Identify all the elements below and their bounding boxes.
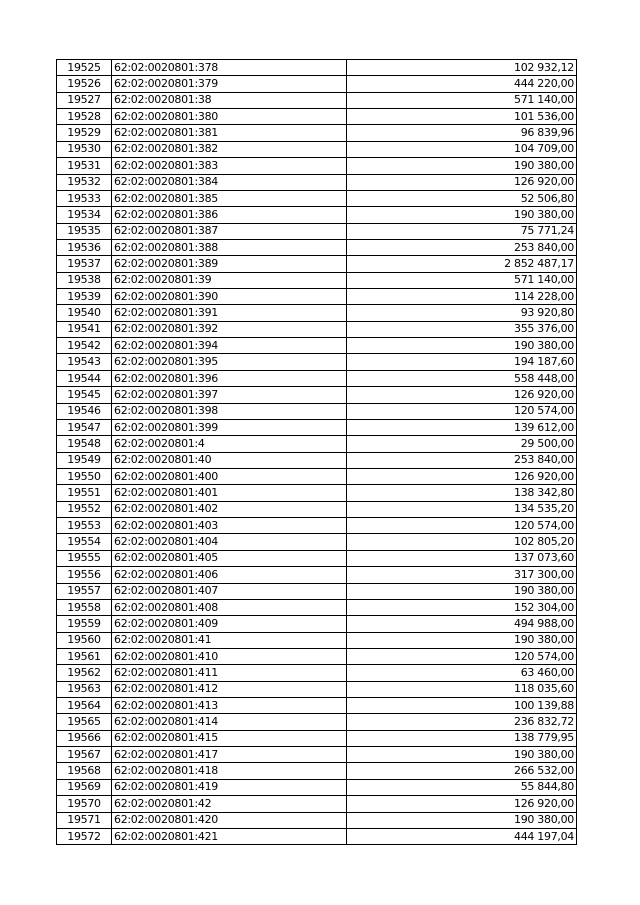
cadastral-number-cell: 62:02:0020801:395	[112, 354, 347, 370]
table-row	[57, 289, 577, 305]
table-row	[57, 616, 577, 632]
cadastral-number-cell: 62:02:0020801:40	[112, 452, 347, 468]
row-number-cell: 19560	[57, 632, 112, 648]
cadastral-number-cell: 62:02:0020801:39	[112, 272, 347, 288]
row-number-cell: 19547	[57, 419, 112, 435]
row-number-cell: 19566	[57, 730, 112, 746]
cadastral-number-cell: 62:02:0020801:417	[112, 747, 347, 763]
row-number-cell: 19568	[57, 763, 112, 779]
cadastral-number-cell: 62:02:0020801:408	[112, 599, 347, 615]
row-number-cell: 19528	[57, 109, 112, 125]
cadastral-number-cell: 62:02:0020801:42	[112, 796, 347, 812]
value-cell: 355 376,00	[347, 321, 577, 337]
table-row	[57, 354, 577, 370]
cadastral-number-cell: 62:02:0020801:38	[112, 92, 347, 108]
value-cell: 190 380,00	[347, 747, 577, 763]
row-number-cell: 19526	[57, 76, 112, 92]
value-cell: 152 304,00	[347, 599, 577, 615]
cadastral-number-cell: 62:02:0020801:398	[112, 403, 347, 419]
table-row	[57, 109, 577, 125]
value-cell: 96 839,96	[347, 125, 577, 141]
table-row	[57, 681, 577, 697]
cadastral-number-cell: 62:02:0020801:414	[112, 714, 347, 730]
row-number-cell: 19551	[57, 485, 112, 501]
table-row	[57, 665, 577, 681]
row-number-cell: 19534	[57, 207, 112, 223]
row-number-cell: 19548	[57, 436, 112, 452]
cadastral-number-cell: 62:02:0020801:404	[112, 534, 347, 550]
row-number-cell: 19525	[57, 60, 112, 76]
cadastral-number-cell: 62:02:0020801:388	[112, 239, 347, 255]
row-number-cell: 19565	[57, 714, 112, 730]
value-cell: 120 574,00	[347, 403, 577, 419]
value-cell: 104 709,00	[347, 141, 577, 157]
row-number-cell: 19537	[57, 256, 112, 272]
table-row	[57, 632, 577, 648]
value-cell: 29 500,00	[347, 436, 577, 452]
table-body	[57, 60, 577, 845]
row-number-cell: 19555	[57, 550, 112, 566]
row-number-cell: 19572	[57, 828, 112, 844]
row-number-cell: 19539	[57, 289, 112, 305]
row-number-cell: 19559	[57, 616, 112, 632]
table-row	[57, 223, 577, 239]
row-number-cell: 19557	[57, 583, 112, 599]
table-row	[57, 747, 577, 763]
cadastral-number-cell: 62:02:0020801:403	[112, 518, 347, 534]
value-cell: 120 574,00	[347, 518, 577, 534]
table-row	[57, 436, 577, 452]
table-row	[57, 779, 577, 795]
cadastral-number-cell: 62:02:0020801:420	[112, 812, 347, 828]
table-row	[57, 501, 577, 517]
cadastral-number-cell: 62:02:0020801:402	[112, 501, 347, 517]
table-row	[57, 125, 577, 141]
table-row	[57, 141, 577, 157]
value-cell: 137 073,60	[347, 550, 577, 566]
table-row	[57, 370, 577, 386]
value-cell: 75 771,24	[347, 223, 577, 239]
cadastral-number-cell: 62:02:0020801:406	[112, 567, 347, 583]
value-cell: 102 805,20	[347, 534, 577, 550]
row-number-cell: 19549	[57, 452, 112, 468]
table-row	[57, 714, 577, 730]
row-number-cell: 19554	[57, 534, 112, 550]
value-cell: 120 574,00	[347, 648, 577, 664]
cadastral-number-cell: 62:02:0020801:410	[112, 648, 347, 664]
value-cell: 126 920,00	[347, 387, 577, 403]
cadastral-number-cell: 62:02:0020801:394	[112, 338, 347, 354]
row-number-cell: 19545	[57, 387, 112, 403]
value-cell: 102 932,12	[347, 60, 577, 76]
value-cell: 138 779,95	[347, 730, 577, 746]
row-number-cell: 19570	[57, 796, 112, 812]
row-number-cell: 19567	[57, 747, 112, 763]
table-row	[57, 256, 577, 272]
row-number-cell: 19532	[57, 174, 112, 190]
table-row	[57, 567, 577, 583]
table-row	[57, 730, 577, 746]
table-row	[57, 763, 577, 779]
value-cell: 571 140,00	[347, 92, 577, 108]
value-cell: 93 920,80	[347, 305, 577, 321]
table-row	[57, 583, 577, 599]
row-number-cell: 19550	[57, 468, 112, 484]
value-cell: 63 460,00	[347, 665, 577, 681]
row-number-cell: 19529	[57, 125, 112, 141]
table-row	[57, 812, 577, 828]
row-number-cell: 19571	[57, 812, 112, 828]
value-cell: 190 380,00	[347, 338, 577, 354]
table-row	[57, 321, 577, 337]
cadastral-number-cell: 62:02:0020801:379	[112, 76, 347, 92]
row-number-cell: 19535	[57, 223, 112, 239]
value-cell: 253 840,00	[347, 452, 577, 468]
value-cell: 444 197,04	[347, 828, 577, 844]
value-cell: 236 832,72	[347, 714, 577, 730]
table-row	[57, 174, 577, 190]
cadastral-number-cell: 62:02:0020801:381	[112, 125, 347, 141]
value-cell: 55 844,80	[347, 779, 577, 795]
cadastral-number-cell: 62:02:0020801:382	[112, 141, 347, 157]
cadastral-number-cell: 62:02:0020801:387	[112, 223, 347, 239]
table-row	[57, 485, 577, 501]
row-number-cell: 19544	[57, 370, 112, 386]
value-cell: 101 536,00	[347, 109, 577, 125]
cadastral-number-cell: 62:02:0020801:415	[112, 730, 347, 746]
row-number-cell: 19556	[57, 567, 112, 583]
row-number-cell: 19540	[57, 305, 112, 321]
table-row	[57, 92, 577, 108]
value-cell: 126 920,00	[347, 468, 577, 484]
value-cell: 571 140,00	[347, 272, 577, 288]
table-row	[57, 796, 577, 812]
cadastral-number-cell: 62:02:0020801:385	[112, 190, 347, 206]
table-row	[57, 828, 577, 844]
cadastral-number-cell: 62:02:0020801:4	[112, 436, 347, 452]
cadastral-number-cell: 62:02:0020801:399	[112, 419, 347, 435]
row-number-cell: 19541	[57, 321, 112, 337]
cadastral-number-cell: 62:02:0020801:413	[112, 698, 347, 714]
cadastral-number-cell: 62:02:0020801:391	[112, 305, 347, 321]
value-cell: 100 139,88	[347, 698, 577, 714]
value-cell: 139 612,00	[347, 419, 577, 435]
cadastral-number-cell: 62:02:0020801:386	[112, 207, 347, 223]
cadastral-number-cell: 62:02:0020801:400	[112, 468, 347, 484]
cadastral-number-cell: 62:02:0020801:384	[112, 174, 347, 190]
row-number-cell: 19569	[57, 779, 112, 795]
row-number-cell: 19536	[57, 239, 112, 255]
value-cell: 494 988,00	[347, 616, 577, 632]
value-cell: 190 380,00	[347, 812, 577, 828]
table-row	[57, 338, 577, 354]
table-row	[57, 207, 577, 223]
value-cell: 444 220,00	[347, 76, 577, 92]
value-cell: 317 300,00	[347, 567, 577, 583]
cadastral-number-cell: 62:02:0020801:411	[112, 665, 347, 681]
table-row	[57, 272, 577, 288]
cadastral-number-cell: 62:02:0020801:419	[112, 779, 347, 795]
row-number-cell: 19542	[57, 338, 112, 354]
table-row	[57, 403, 577, 419]
cadastral-number-cell: 62:02:0020801:412	[112, 681, 347, 697]
row-number-cell: 19552	[57, 501, 112, 517]
table-row	[57, 518, 577, 534]
table-row	[57, 60, 577, 76]
cadastral-number-cell: 62:02:0020801:392	[112, 321, 347, 337]
value-cell: 118 035,60	[347, 681, 577, 697]
cadastral-number-cell: 62:02:0020801:421	[112, 828, 347, 844]
table-row	[57, 239, 577, 255]
cadastral-number-cell: 62:02:0020801:41	[112, 632, 347, 648]
cadastral-number-cell: 62:02:0020801:405	[112, 550, 347, 566]
cadastral-number-cell: 62:02:0020801:397	[112, 387, 347, 403]
row-number-cell: 19564	[57, 698, 112, 714]
cadastral-number-cell: 62:02:0020801:407	[112, 583, 347, 599]
cadastral-number-cell: 62:02:0020801:389	[112, 256, 347, 272]
cadastral-number-cell: 62:02:0020801:390	[112, 289, 347, 305]
row-number-cell: 19543	[57, 354, 112, 370]
table-row	[57, 158, 577, 174]
value-cell: 253 840,00	[347, 239, 577, 255]
table-row	[57, 76, 577, 92]
table-row	[57, 599, 577, 615]
row-number-cell: 19546	[57, 403, 112, 419]
table-row	[57, 190, 577, 206]
value-cell: 126 920,00	[347, 796, 577, 812]
row-number-cell: 19558	[57, 599, 112, 615]
table-row	[57, 468, 577, 484]
value-cell: 194 187,60	[347, 354, 577, 370]
row-number-cell: 19531	[57, 158, 112, 174]
value-cell: 190 380,00	[347, 583, 577, 599]
row-number-cell: 19527	[57, 92, 112, 108]
row-number-cell: 19533	[57, 190, 112, 206]
row-number-cell: 19563	[57, 681, 112, 697]
value-cell: 190 380,00	[347, 207, 577, 223]
row-number-cell: 19538	[57, 272, 112, 288]
value-cell: 114 228,00	[347, 289, 577, 305]
table-row	[57, 550, 577, 566]
cadastral-value-table	[56, 59, 577, 845]
cadastral-number-cell: 62:02:0020801:396	[112, 370, 347, 386]
table-row	[57, 534, 577, 550]
cadastral-number-cell: 62:02:0020801:409	[112, 616, 347, 632]
table-row	[57, 387, 577, 403]
value-cell: 266 532,00	[347, 763, 577, 779]
value-cell: 126 920,00	[347, 174, 577, 190]
row-number-cell: 19561	[57, 648, 112, 664]
cadastral-number-cell: 62:02:0020801:383	[112, 158, 347, 174]
cadastral-number-cell: 62:02:0020801:401	[112, 485, 347, 501]
row-number-cell: 19530	[57, 141, 112, 157]
row-number-cell: 19553	[57, 518, 112, 534]
table-row	[57, 698, 577, 714]
value-cell: 138 342,80	[347, 485, 577, 501]
cadastral-number-cell: 62:02:0020801:378	[112, 60, 347, 76]
cadastral-number-cell: 62:02:0020801:418	[112, 763, 347, 779]
table-row	[57, 419, 577, 435]
value-cell: 190 380,00	[347, 632, 577, 648]
value-cell: 134 535,20	[347, 501, 577, 517]
table-row	[57, 305, 577, 321]
table-row	[57, 648, 577, 664]
table-row	[57, 452, 577, 468]
value-cell: 2 852 487,17	[347, 256, 577, 272]
cadastral-number-cell: 62:02:0020801:380	[112, 109, 347, 125]
value-cell: 52 506,80	[347, 190, 577, 206]
value-cell: 190 380,00	[347, 158, 577, 174]
row-number-cell: 19562	[57, 665, 112, 681]
value-cell: 558 448,00	[347, 370, 577, 386]
